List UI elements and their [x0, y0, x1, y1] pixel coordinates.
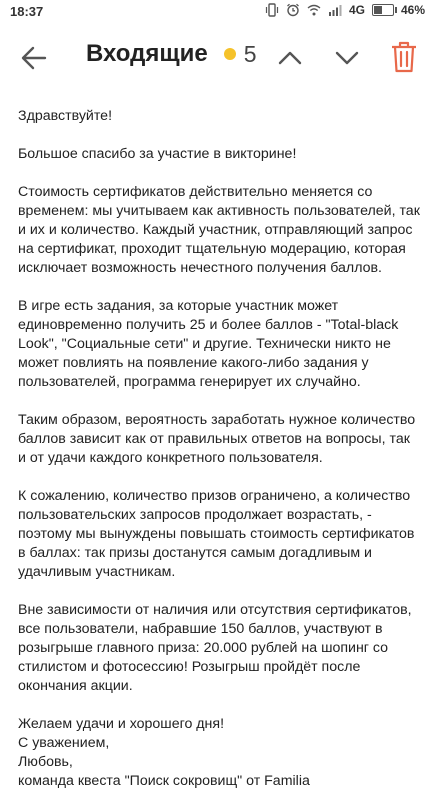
message-body — [18, 107, 420, 791]
back-arrow-icon[interactable] — [18, 42, 50, 74]
folder-title: Входящие — [86, 40, 208, 67]
message-toolbar — [0, 24, 433, 92]
battery-fill — [374, 6, 382, 14]
alarm-icon — [286, 3, 300, 17]
signal-icon — [328, 3, 342, 17]
message-paragraph: Вне зависимости от наличия или отсутствия сертификатов, все пользователи, набравшие 150 баллов, участвуют в розыгрыше главного приза: 20.000 рублей на шопинг со стилистом и фотосессию! Розыгрыш пройдёт после окончания акции. — [18, 602, 412, 694]
message-signature-team: команда квеста "Поиск сокровищ" от Familia — [18, 773, 310, 789]
message-closing: Желаем удачи и хорошего дня! — [18, 716, 225, 732]
wifi-icon — [307, 3, 321, 17]
message-paragraph: Таким образом, вероятность заработать нужное количество баллов зависит как от правильных ответов на вопросы, так и от удачи каждого конкретного пользователя. — [18, 412, 416, 466]
status-bar — [0, 0, 433, 24]
folder-header — [86, 40, 257, 68]
status-icons — [265, 3, 425, 17]
unread-count: 5 — [243, 40, 257, 67]
message-paragraph: В игре есть задания, за которые участник может единовременно получить 25 и более баллов - "Total-black Look", "Социальные сети" и другие. Технически никто не может повлиять на появление какого-либо задания у пользователей, программа генерирует их случайно. — [18, 298, 399, 390]
network-type: 4G — [348, 3, 365, 17]
previous-message-chevron-up-icon[interactable] — [274, 42, 306, 74]
next-message-chevron-down-icon[interactable] — [331, 42, 363, 74]
status-time: 18:37 — [10, 4, 44, 19]
message-paragraph: Большое спасибо за участие в викторине! — [18, 146, 297, 162]
message-paragraph: К сожалению, количество призов ограничено, а количество пользовательских запросов продолжает возрастать, - поэтому мы вынуждены повышать стоимость сертификатов в баллах: так призы достанутся самым догадливым и удачливым участникам. — [18, 488, 415, 580]
message-signature-name: Любовь, — [18, 754, 73, 770]
battery-percent: 46% — [400, 3, 425, 17]
trash-icon[interactable] — [388, 40, 420, 74]
message-paragraph: Стоимость сертификатов действительно меняется со временем: мы учитываем как активность пользователей, так и их и количество. Каждый участник, отправляющий запрос на сертификат, проходит тщательную модерацию, которая исключает возможность нечестного получения баллов. — [18, 184, 420, 276]
unread-dot — [224, 48, 236, 60]
battery-icon — [372, 4, 394, 16]
message-greeting: Здравствуйте! — [18, 108, 113, 124]
message-regards: С уважением, — [18, 735, 110, 751]
vibrate-icon — [265, 3, 279, 17]
